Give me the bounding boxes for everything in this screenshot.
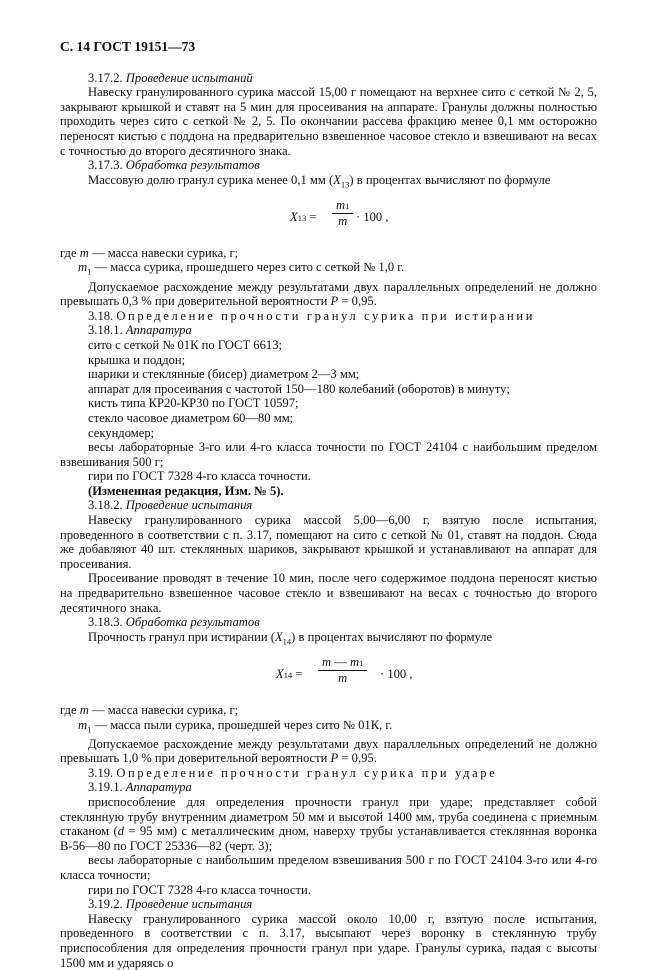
paragraph: Навеску гранулированного сурика массой около 10,00 г, взятую после испытания, проведенного в соответствии с п. 3.17, высыпают через воронку в стеклянную трубу приспособления для определения прочности гранул при ударе. Гранулы сурика, падая с высоты 1500 мм и ударяясь о [60, 911, 597, 970]
section-title: Проведение испытаний [125, 70, 253, 85]
formula-lhs: X14 = [276, 666, 303, 681]
where-line: где m — масса навески сурика, г; [60, 245, 239, 260]
paragraph: Навеску гранулированного сурика массой 5,00—6,00 г, взятую после испытания, проведенного в соответствии с п. 3.17, помещают на сито с сеткой № 01, ставят на поддон. Сюда же добавляют 40 шт. стеклянных шариков, закрывают крышкой и устанавливают на аппарат для просеивания. [60, 513, 597, 571]
list-item: весы лабораторные 3-го или 4-го класса точности по ГОСТ 24104 с наибольшим пределом взвешивания 500 г; [60, 440, 597, 469]
paragraph: Навеску гранулированного сурика массой 15,00 г помещают на верхнее сито с сеткой № 2, 5, закрывают крышкой и ставят на 5 мин для просеивания на аппарате. Гранулы должны полностью проходить через сито с сеткой № 2, 5. По окончании рассева фракцию менее 0,1 мм осторожно переносят кистью с поддона на предварительно взвешенное часовое стекло и взвешивают на весах с точностью до второго десятичного знака. [60, 85, 597, 158]
list-item: кисть типа КР20-КР30 по ГОСТ 10597; [88, 396, 299, 411]
list-item: гири по ГОСТ 7328 4-го класса точности. [88, 469, 311, 484]
section-number: 3.18.2. [88, 498, 123, 513]
formula-fraction [318, 655, 367, 686]
section-3-19-1-heading [60, 780, 597, 795]
section-title: Определение прочности гранул сурика при ударе [116, 765, 498, 780]
formula-tail: · 100 , [380, 666, 413, 681]
paragraph: гири по ГОСТ 7328 4-го класса точности. [88, 882, 311, 897]
list-item: аппарат для просеивания с частотой 150—180 колебаний (оборотов) в минуту; [88, 381, 510, 396]
formula-fraction [332, 198, 353, 229]
list-item: сито с сеткой № 01К по ГОСТ 6613; [88, 337, 282, 352]
section-title: Проведение испытания [125, 498, 253, 513]
section-title: Аппаратура [125, 323, 192, 338]
section-3-18-3-heading [60, 615, 597, 630]
section-number: 3.18.3. [88, 615, 123, 630]
formula-x14 [60, 655, 597, 695]
formula-lhs: X13 = [290, 209, 317, 224]
section-3-18-heading [60, 309, 597, 324]
fraction-numerator: m — m1 [318, 655, 367, 671]
list-item: секундомер; [88, 425, 155, 440]
fraction-denominator: m [338, 670, 348, 685]
section-3-18-2-heading [60, 498, 597, 513]
paragraph: Допускаемое расхождение между результатами двух параллельных определений не должно превышать 0,3 % при доверительной вероятности P = 0,95. [60, 279, 597, 309]
where-line: $m_1$ — масса сурика, прошедшего через сито с сеткой № 1,0 г. [78, 260, 405, 277]
section-number: 3.19. [88, 765, 114, 780]
section-3-19-heading [60, 766, 597, 781]
formula-tail: · 100 , [356, 209, 389, 224]
fraction-numerator: m1 [332, 198, 353, 214]
formula-x13 [60, 198, 597, 238]
paragraph: приспособление для определения прочности гранул при ударе; представляет собой стеклянную трубу внутренним диаметром 50 мм и высотой 1400 мм, труба соединена с приемным стаканом (d = 95 мм) с металлическим дном, наверху трубы устанавливается стеклянная воронка В-56—80 по ГОСТ 25336—82 (черт. 3); [60, 795, 597, 853]
section-3-18-1-heading [60, 323, 597, 338]
section-number: 3.18.1. [88, 323, 123, 338]
section-3-17-3-heading [60, 158, 597, 173]
revision-note: (Измененная редакция, Изм. № 5). [88, 483, 284, 498]
paragraph: Просеивание проводят в течение 10 мин, после чего содержимое поддона переносят кистью на предварительно взвешенное часовое стекло и взвешивают на весах с точностью до второго десятичного знака. [60, 571, 597, 615]
paragraph: весы лабораторные с наибольшим пределом взвешивания 500 г по ГОСТ 24104 3-го или 4-го класса точности; [60, 853, 597, 882]
section-title: Обработка результатов [125, 158, 260, 173]
fraction-denominator: m [338, 213, 348, 228]
list-item: шарики и стеклянные (бисер) диаметром 2—3 мм; [88, 367, 360, 382]
where-line: $m_1$ — масса пыли сурика, прошедшей через сито № 01К, г. [78, 717, 393, 735]
section-3-19-2-heading [60, 897, 597, 912]
list-item: стекло часовое диаметром 60—80 мм; [88, 410, 294, 425]
section-number: 3.18. [88, 308, 114, 323]
section-title: Проведение испытания [125, 897, 253, 912]
where-line: где m — масса навески сурика, г; [60, 702, 239, 717]
section-title: Аппаратура [125, 780, 192, 795]
paragraph: Прочность гранул при истирании $(X_{14})$ в процентах вычисляют по формуле [88, 629, 493, 647]
list-item: крышка и поддон; [88, 352, 186, 367]
paragraph: Допускаемое расхождение между результатами двух параллельных определений не должно превышать 1,0 % при доверительной вероятности P = 0,95. [60, 736, 597, 766]
section-number: 3.17.2. [88, 70, 123, 85]
page-header: С. 14 ГОСТ 19151—73 [60, 39, 196, 54]
section-number: 3.17.3. [88, 158, 123, 173]
section-title: Обработка результатов [125, 615, 260, 630]
section-number: 3.19.2. [88, 897, 123, 912]
section-3-17-2-heading [60, 71, 597, 86]
section-number: 3.19.1. [88, 780, 123, 795]
section-title: Определение прочности гранул сурика при истирании [116, 308, 536, 323]
paragraph: Массовую долю гранул сурика менее 0,1 мм $(X_{13})$ в процентах вычисляют по формуле [88, 172, 551, 190]
